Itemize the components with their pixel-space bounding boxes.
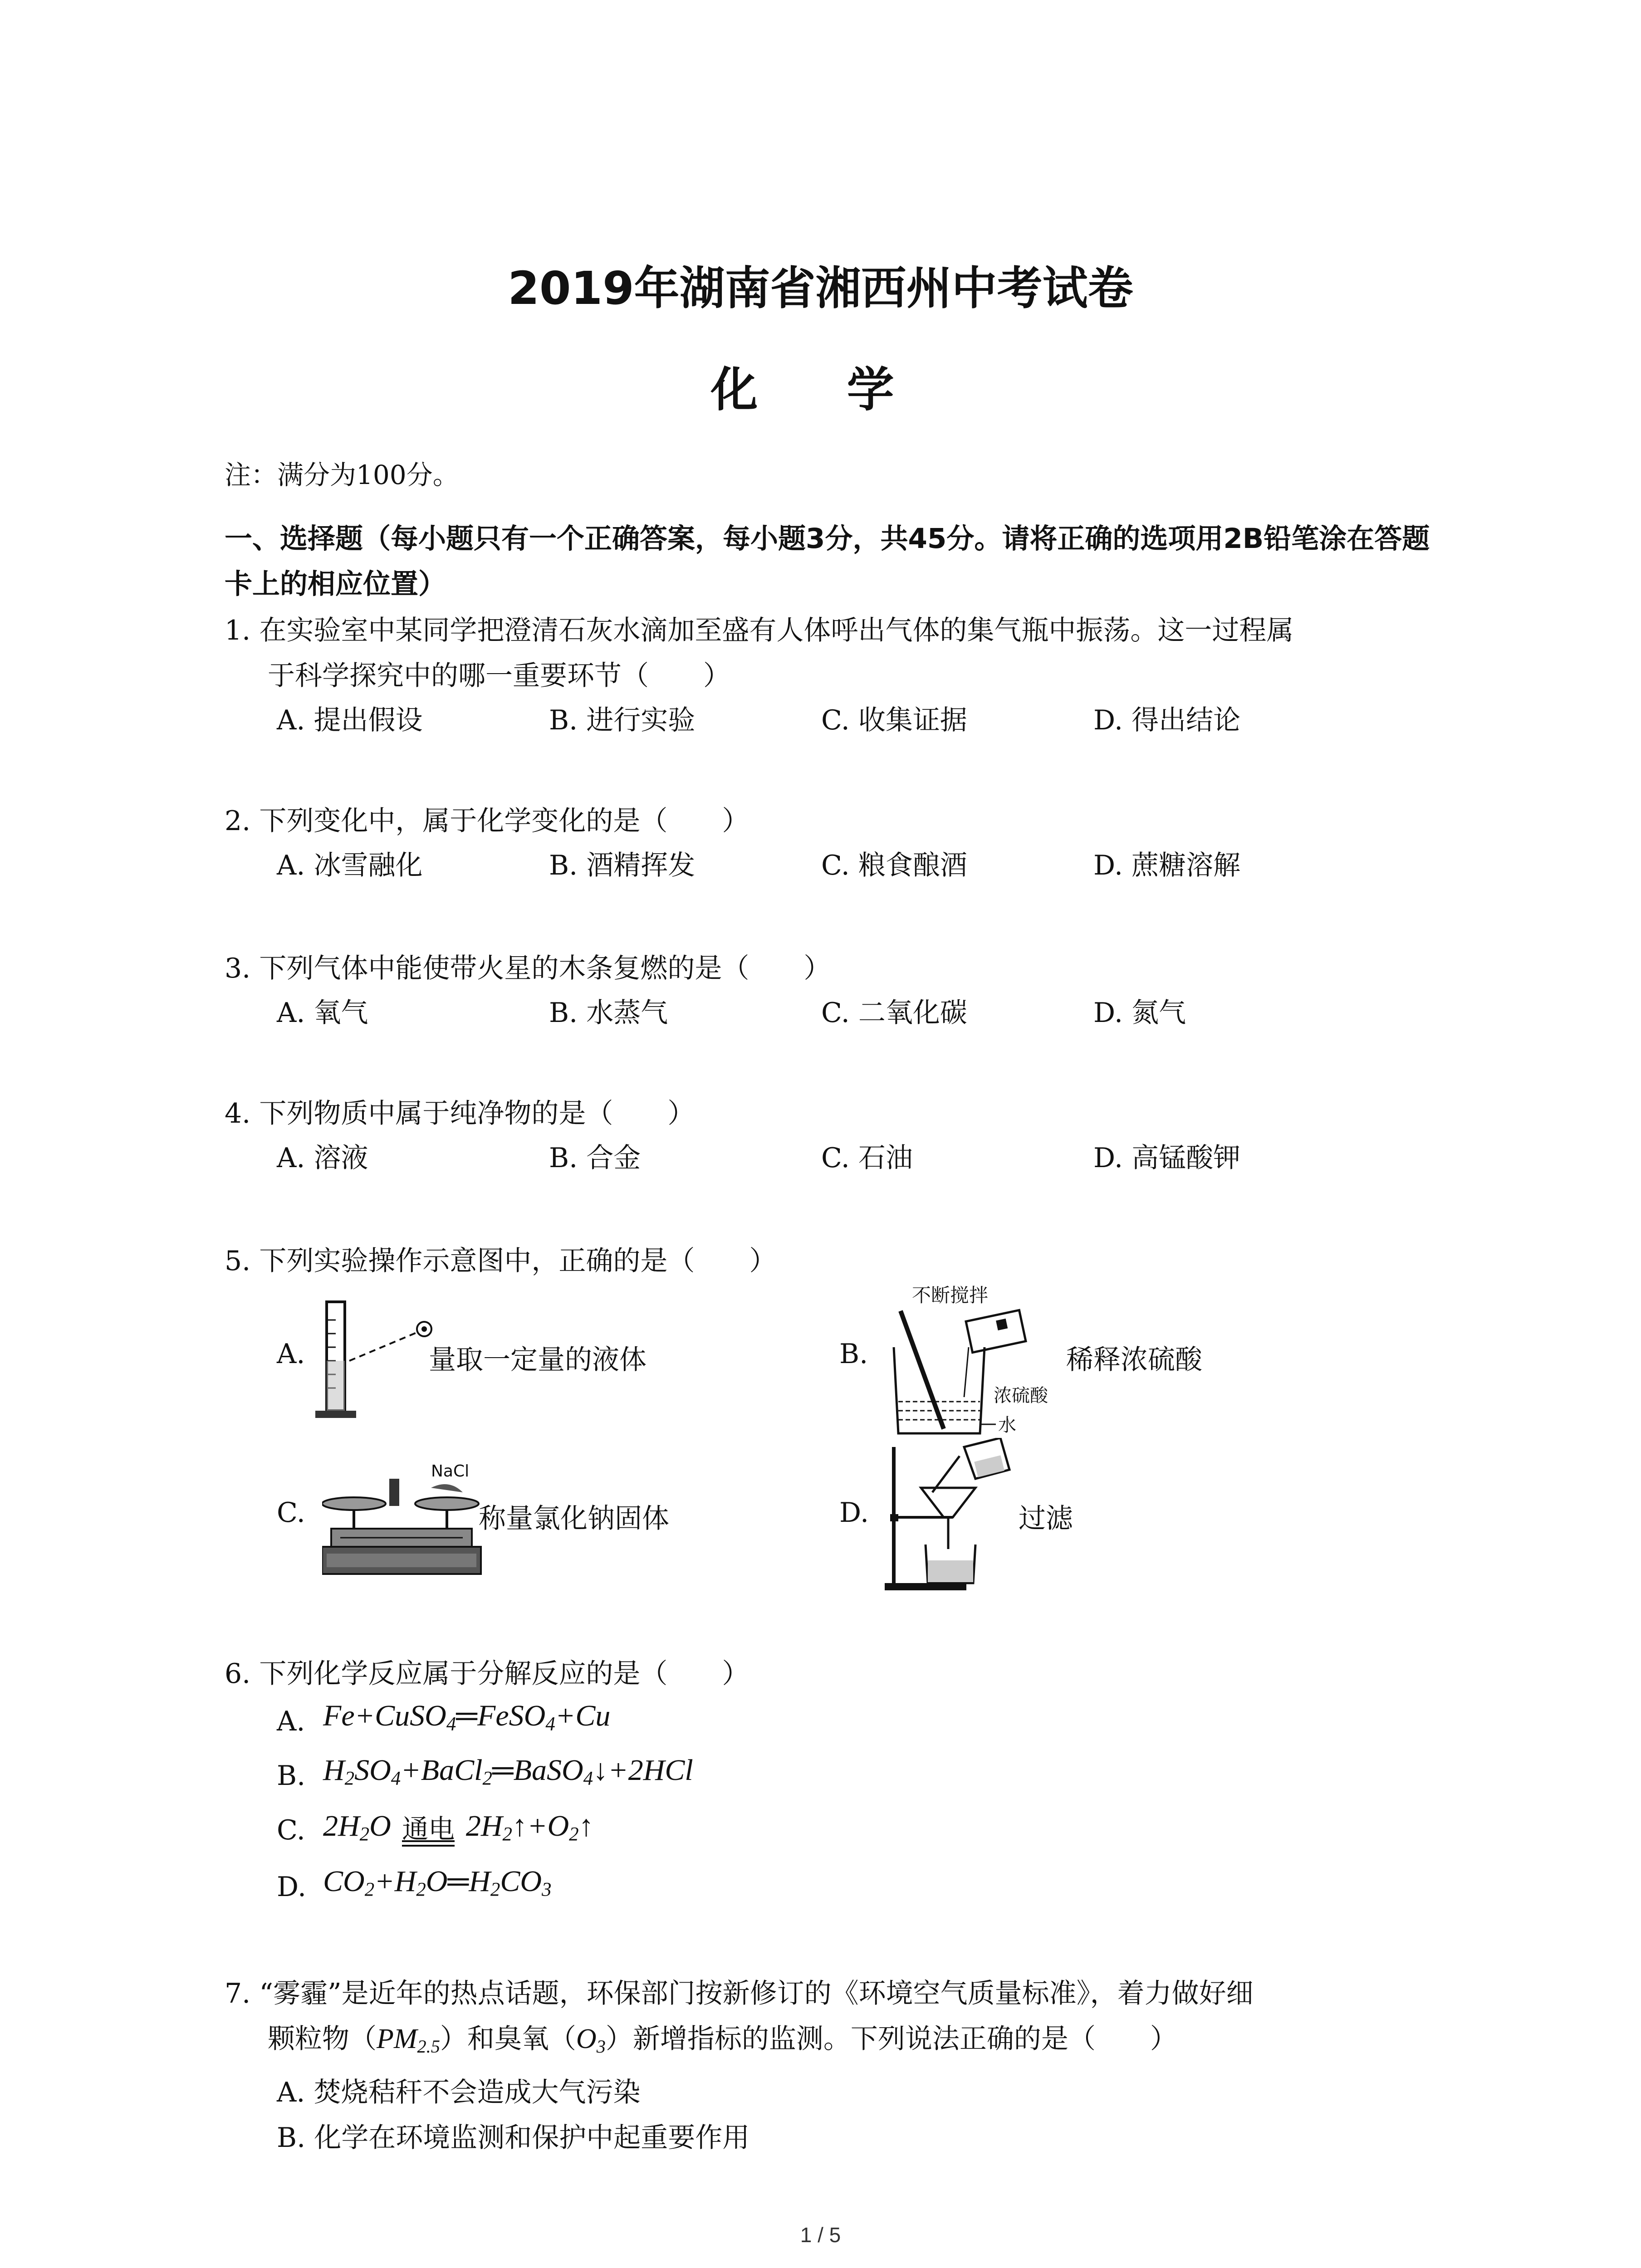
question-2-option-c: C. 粮食酿酒 <box>821 850 967 881</box>
question-5-option-c-caption: 称量氯化钠固体 <box>479 1503 669 1535</box>
question-6-option-c-letter: C. <box>277 1814 305 1846</box>
question-3-stem: 3. 下列气体中能使带火星的木条复燃的是（ ） <box>225 953 831 984</box>
question-3-option-b: B. 水蒸气 <box>549 997 668 1029</box>
question-5-option-b-letter: B. <box>839 1338 868 1370</box>
question-1-option-d: D. 得出结论 <box>1093 704 1241 736</box>
question-2-option-b: B. 酒精挥发 <box>549 850 696 881</box>
question-3-option-d: D. 氮气 <box>1093 997 1186 1029</box>
question-2-stem: 2. 下列变化中，属于化学变化的是（ ） <box>225 805 749 837</box>
question-6-option-a-equation: Fe+CuSO$_4$═FeSO$_4$+Cu <box>323 1699 611 1735</box>
subject-title: 化 学 <box>710 362 931 417</box>
question-4-option-a: A. 溶液 <box>277 1142 368 1174</box>
stir-label: 不断搅拌 <box>912 1284 989 1306</box>
question-7-line-1: 7. “雾霾”是近年的热点话题，环保部门按新修订的《环境空气质量标准》，着力做好细 <box>225 1978 1254 2009</box>
question-5-option-a-caption: 量取一定量的液体 <box>429 1344 647 1376</box>
graduated-cylinder-figure <box>313 1293 440 1429</box>
question-1-option-b: B. 进行实验 <box>549 704 696 736</box>
nacl-label: NaCl <box>431 1462 470 1481</box>
question-4-option-c: C. 石油 <box>821 1142 913 1174</box>
dilute-acid-figure <box>885 1279 1084 1447</box>
filtration-figure <box>885 1438 1021 1592</box>
question-7-option-b: B. 化学在环境监测和保护中起重要作用 <box>277 2122 750 2154</box>
question-1-option-c: C. 收集证据 <box>821 704 967 736</box>
question-6-option-d-letter: D. <box>277 1871 307 1903</box>
question-1-option-a: A. 提出假设 <box>277 704 423 736</box>
question-3-option-a: A. 氧气 <box>277 997 368 1029</box>
question-5-option-c-letter: C. <box>277 1497 305 1529</box>
question-5-option-d-letter: D. <box>839 1497 869 1529</box>
page-number: 1 / 5 <box>800 2223 841 2247</box>
question-5-stem: 5. 下列实验操作示意图中，正确的是（ ） <box>225 1245 777 1277</box>
exam-title: 2019年湖南省湘西州中考试卷 <box>508 262 1133 315</box>
acid-label: 浓硫酸 <box>994 1385 1048 1406</box>
question-7-line-2: 颗粒物$(PM_{2.5})$和臭氧$(O_3)$新增指标的监测。下列说法正确的是（ ） <box>268 2023 1177 2057</box>
question-4-stem: 4. 下列物质中属于纯净物的是（ ） <box>225 1098 695 1129</box>
score-note: 注：满分为100分。 <box>225 459 459 490</box>
question-7-option-a: A. 焚烧秸秆不会造成大气污染 <box>277 2077 641 2108</box>
electrolysis-condition: 通电 <box>398 1808 458 1847</box>
question-2-option-d: D. 蔗糖溶解 <box>1093 850 1241 881</box>
question-5-option-d-caption: 过滤 <box>1019 1503 1073 1535</box>
question-5-option-b-caption: 稀释浓硫酸 <box>1066 1344 1202 1376</box>
question-4-option-b: B. 合金 <box>549 1142 641 1174</box>
question-5-option-a-letter: A. <box>277 1338 305 1370</box>
water-label: 水 <box>998 1415 1016 1436</box>
question-4-option-d: D. 高锰酸钾 <box>1093 1142 1241 1174</box>
question-6-stem: 6. 下列化学反应属于分解反应的是（ ） <box>225 1658 749 1690</box>
question-6-option-d-equation: $CO_2+H_2O═H_2CO_3$ <box>323 1865 552 1901</box>
question-6-option-b-letter: B. <box>277 1760 306 1792</box>
section-heading: 一、选择题（每小题只有一个正确答案，每小题3分，共45分。请将正确的选项用2B铅笔涂在答题卡上的相应位置） <box>225 523 1430 600</box>
question-3-option-c: C. 二氧化碳 <box>821 997 967 1029</box>
question-6-option-a-letter: A. <box>277 1706 305 1737</box>
question-1-line-2: 于科学探究中的哪一重要环节（ ） <box>268 660 730 692</box>
question-1-line-1: 1. 在实验室中某同学把澄清石灰水滴加至盛有人体呼出气体的集气瓶中振荡。这一过程属 <box>225 615 1294 646</box>
question-6-option-c-equation: $2H_2O$ 通电 $2H_2↑+O_2↑$ <box>323 1808 594 1847</box>
balance-figure <box>322 1452 485 1583</box>
question-6-option-b-equation: $H_2SO_4+BaCl_2═BaSO_4↓+2HCl$ <box>323 1754 693 1789</box>
question-2-option-a: A. 冰雪融化 <box>277 850 423 881</box>
